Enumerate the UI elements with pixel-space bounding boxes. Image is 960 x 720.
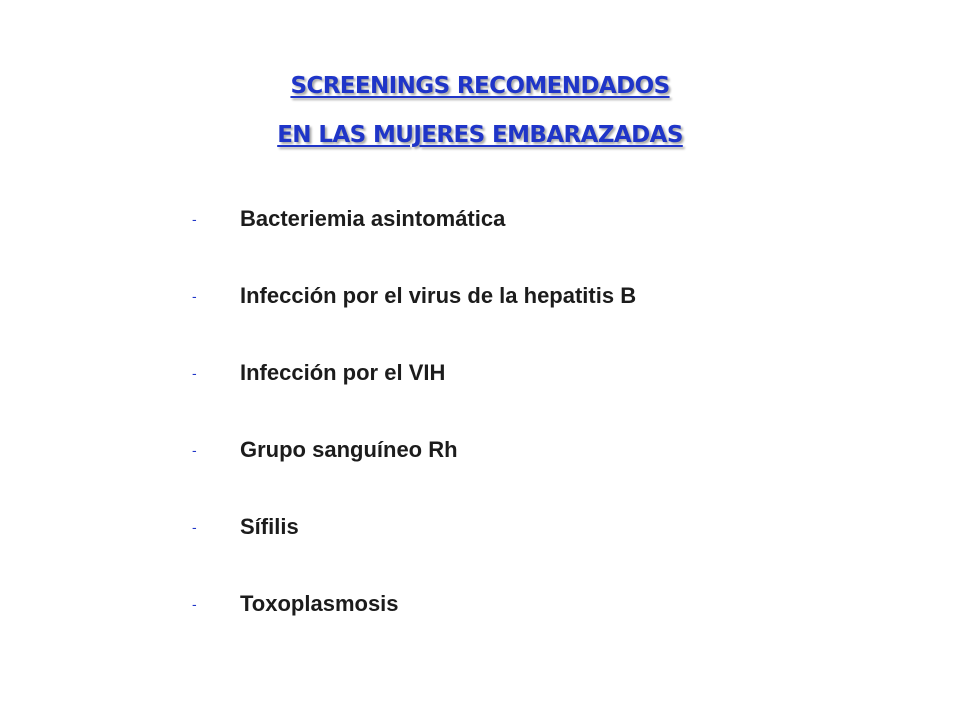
list-item-label: Sífilis [240,514,299,539]
slide-title [0,72,960,149]
list-item-label: Grupo sanguíneo Rh [240,437,458,462]
bullet-dash-icon: - [192,442,197,458]
bullet-dash-icon: - [192,519,197,535]
list-item [192,508,636,546]
list-item [192,354,636,392]
list-item [192,431,636,469]
bullet-dash-icon: - [192,211,197,227]
bullet-dash-icon: - [192,288,197,304]
list-item-label: Toxoplasmosis [240,591,399,616]
title-line-2: EN LAS MUJERES EMBARAZADAS [277,122,683,148]
bullet-dash-icon: - [192,596,197,612]
list-item-label: Infección por el VIH [240,360,446,385]
list-item [192,585,636,623]
bullet-dash-icon: - [192,365,197,381]
list-item [192,200,636,238]
list-item-label: Infección por el virus de la hepatitis B [240,283,637,308]
screening-list [192,200,636,662]
title-line-1: SCREENINGS RECOMENDADOS [290,73,670,99]
list-item [192,277,636,315]
list-item-label: Bacteriemia asintomática [240,206,506,231]
